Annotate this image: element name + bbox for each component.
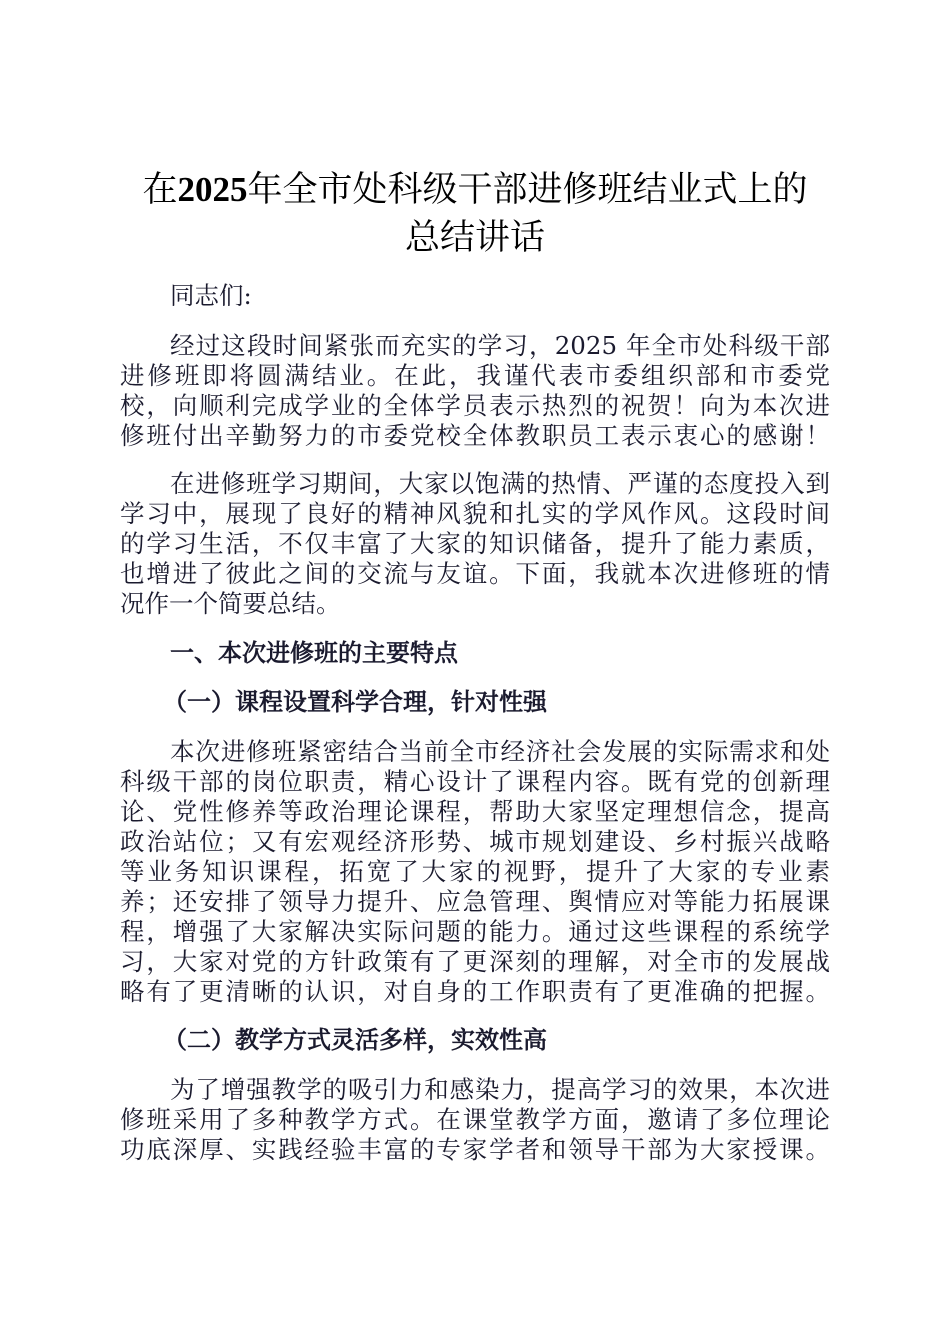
paragraph-line: 程，增强了大家解决实际问题的能力。通过这些课程的系统学 xyxy=(120,917,830,946)
title-suffix: 年全市处科级干部进修班结业式上的 xyxy=(247,170,808,210)
paragraph-line: 的学习生活，不仅丰富了大家的知识储备，提升了能力素质， xyxy=(120,529,830,558)
paragraph-line: 论、党性修养等政治理论课程，帮助大家坚定理想信念，提高 xyxy=(120,797,830,826)
salutation: 同志们: xyxy=(170,281,252,310)
paragraph-line: 经过这段时间紧张而充实的学习，2025 年全市处科级干部 xyxy=(170,331,830,360)
paragraph-line: 本次进修班紧密结合当前全市经济社会发展的实际需求和处 xyxy=(170,737,830,766)
paragraph-line: 进修班即将圆满结业。在此，我谨代表市委组织部和市委党 xyxy=(120,361,830,390)
subsection-heading: （二）教学方式灵活多样，实效性高 xyxy=(163,1026,547,1054)
paragraph-line: 修班采用了多种教学方式。在课堂教学方面，邀请了多位理论 xyxy=(120,1105,830,1134)
document-title-line-1 xyxy=(120,166,830,214)
paragraph-line: 略有了更清晰的认识，对自身的工作职责有了更准确的把握。 xyxy=(120,977,830,1006)
document-title-line-2: 总结讲话 xyxy=(404,218,545,258)
paragraph-line: 为了增强教学的吸引力和感染力，提高学习的效果，本次进 xyxy=(170,1075,830,1104)
paragraph-line: 习，大家对党的方针政策有了更深刻的理解，对全市的发展战 xyxy=(120,947,830,976)
paragraph-line: 养；还安排了领导力提升、应急管理、舆情应对等能力拓展课 xyxy=(120,887,830,916)
title-prefix: 在 xyxy=(142,170,178,210)
paragraph-line: 科级干部的岗位职责，精心设计了课程内容。既有党的创新理 xyxy=(120,767,830,796)
paragraph-line: 校，向顺利完成学业的全体学员表示热烈的祝贺！向为本次进 xyxy=(120,391,830,420)
paragraph-line: 等业务知识课程，拓宽了大家的视野，提升了大家的专业素 xyxy=(120,857,830,886)
paragraph-line: 功底深厚、实践经验丰富的专家学者和领导干部为大家授课。 xyxy=(120,1135,830,1164)
paragraph-line: 学习中，展现了良好的精神风貌和扎实的学风作风。这段时间 xyxy=(120,499,830,528)
paragraph-line: 政治站位；又有宏观经济形势、城市规划建设、乡村振兴战略 xyxy=(120,827,830,856)
paragraph-line: 也增进了彼此之间的交流与友谊。下面，我就本次进修班的情 xyxy=(120,559,830,588)
subsection-heading: （一）课程设置科学合理，针对性强 xyxy=(163,688,547,716)
paragraph-line: 修班付出辛勤努力的市委党校全体教职员工表示衷心的感谢！ xyxy=(120,421,830,450)
section-heading: 一、本次进修班的主要特点 xyxy=(170,639,458,667)
title-year: 2025 xyxy=(177,170,248,209)
paragraph-line: 在进修班学习期间，大家以饱满的热情、严谨的态度投入到 xyxy=(170,469,830,498)
paragraph-line: 况作一个简要总结。 xyxy=(120,589,341,618)
